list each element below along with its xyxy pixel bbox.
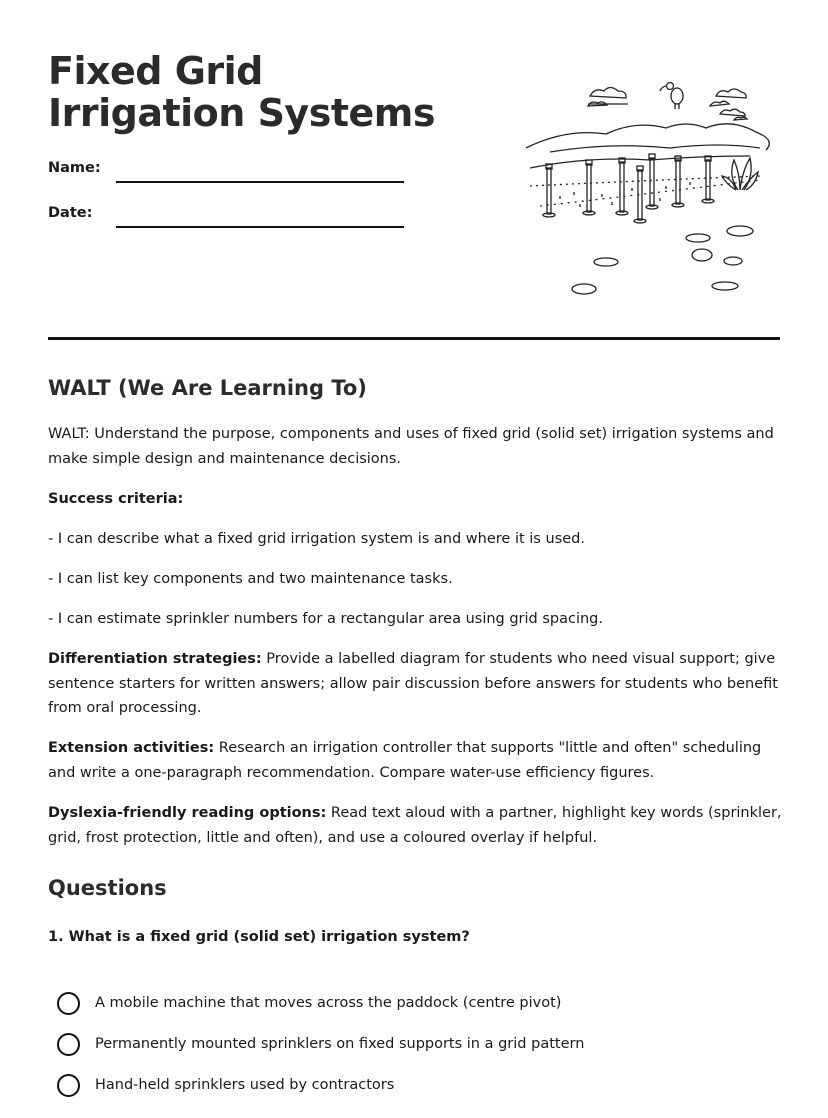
sprinkler-icon [583, 160, 595, 215]
radio-button[interactable] [57, 992, 80, 1015]
bird-icon [660, 83, 683, 110]
stone [686, 234, 710, 242]
criterion-item: - I can estimate sprinkler numbers for a rectangular area using grid spacing. [48, 611, 604, 627]
success-criteria-label: Success criteria: [48, 491, 184, 507]
questions-heading: Questions [48, 876, 167, 900]
criterion-item: - I can list key components and two maintenance tasks. [48, 571, 453, 587]
walt-heading: WALT (We Are Learning To) [48, 376, 367, 400]
name-label: Name: [48, 160, 101, 176]
radio-button[interactable] [57, 1074, 80, 1097]
sprinkler-icon [616, 158, 628, 215]
dyslexia-reading-options: Dyslexia-friendly reading options: Read text aloud with a partner, highlight key words (sprinkler, grid, frost protection, little and often), and use a coloured overlay if helpful. [48, 805, 782, 846]
option-label: Permanently mounted sprinklers on fixed supports in a grid pattern [95, 1036, 585, 1052]
date-field[interactable] [116, 226, 404, 228]
cloud-icon [710, 101, 729, 106]
differentiation-strategies: Differentiation strategies: Provide a labelled diagram for students who need visual support; give sentence starters for written answers; allow pair discussion before answers for students who benefit from oral processing. [48, 651, 778, 716]
radio-button[interactable] [57, 1033, 80, 1056]
question-1-option[interactable] [57, 990, 561, 1016]
question-1-option[interactable] [57, 1031, 584, 1057]
sprinkler-icon [543, 164, 555, 217]
irrigation-illustration [520, 76, 790, 306]
walt-intro: WALT: Understand the purpose, components and uses of fixed grid (solid set) irrigation systems and make simple design and maintenance decisions. [48, 426, 774, 467]
stone [692, 249, 712, 261]
cloud-icon [720, 109, 745, 116]
extension-activities: Extension activities: Research an irrigation controller that supports "little and often" scheduling and write a one-paragraph recommendation. Compare water-use efficiency figures. [48, 740, 762, 781]
name-field[interactable] [116, 181, 404, 183]
stone [724, 257, 742, 265]
page-title: Fixed Grid Irrigation Systems [48, 49, 435, 135]
sprinkler-icon [672, 156, 684, 207]
criterion-item: - I can describe what a fixed grid irrigation system is and where it is used. [48, 531, 585, 547]
sprinkler-icon [646, 154, 658, 209]
stone [594, 258, 618, 266]
stone [712, 282, 738, 290]
stone [727, 226, 753, 236]
section-divider [48, 337, 780, 340]
question-1-text: 1. What is a fixed grid (solid set) irrigation system? [48, 929, 470, 945]
question-1-option[interactable] [57, 1072, 394, 1098]
option-label: Hand-held sprinklers used by contractors [95, 1077, 395, 1093]
date-label: Date: [48, 205, 93, 221]
water-drops [560, 182, 690, 207]
sprinkler-icon [634, 166, 646, 223]
option-label: A mobile machine that moves across the paddock (centre pivot) [95, 995, 562, 1011]
cloud-icon [734, 117, 747, 120]
sprinkler-icon [702, 156, 714, 203]
hills [550, 145, 760, 152]
plant-icon [722, 158, 758, 190]
stone [572, 284, 596, 294]
cloud-icon [716, 89, 746, 98]
